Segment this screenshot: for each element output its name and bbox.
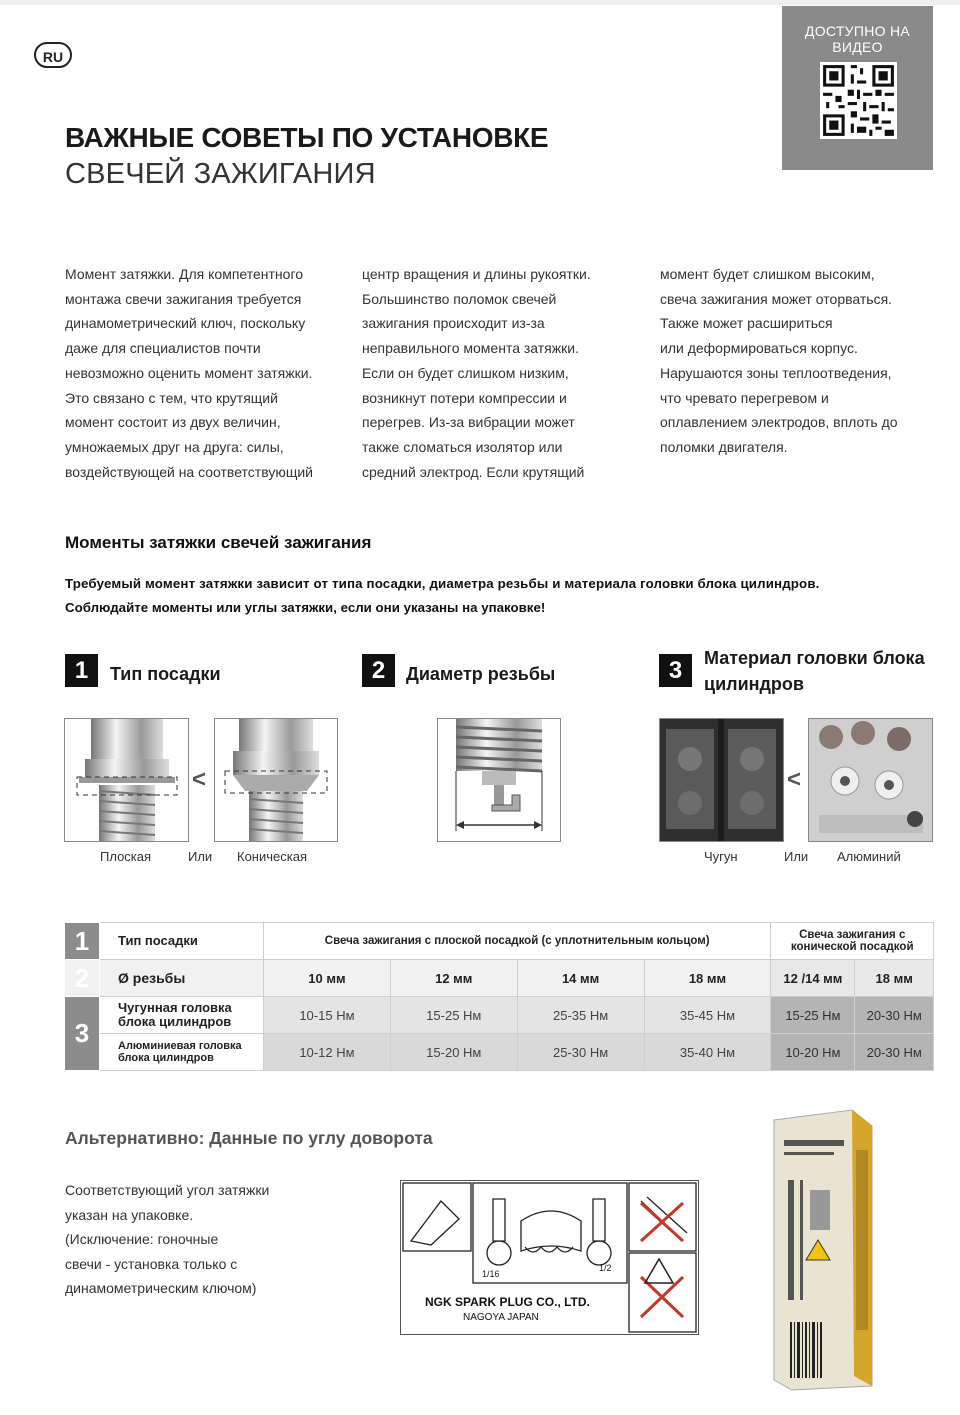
intro-column-2 bbox=[362, 262, 647, 484]
label-line: Чугунная головка bbox=[118, 1000, 232, 1015]
table-cell: 35-45 Нм bbox=[644, 997, 771, 1034]
text-line: или деформироваться корпус. bbox=[660, 340, 858, 357]
label-line: блока цилиндров bbox=[118, 1014, 232, 1029]
text-line: момент будет слишком высоким, bbox=[660, 266, 875, 282]
text-line: (Исключение: гоночные bbox=[65, 1231, 219, 1248]
text-line: свеча зажигания может оторваться. bbox=[660, 290, 893, 307]
text-line: возникнут потери компрессии и bbox=[362, 389, 567, 406]
text-line: неправильного момента затяжки. bbox=[362, 340, 579, 357]
language-badge: RU bbox=[34, 42, 72, 68]
torque-heading: Моменты затяжки свечей зажигания bbox=[65, 533, 372, 552]
step-label-seat-type: Тип посадки bbox=[110, 664, 221, 684]
page-subtitle: СВЕЧЕЙ ЗАЖИГАНИЯ bbox=[65, 158, 376, 190]
table-row-seat-type bbox=[65, 923, 934, 960]
table-row-number: 1 bbox=[65, 923, 100, 960]
step-label-head-material bbox=[704, 645, 925, 697]
table-cell: 10-15 Нм bbox=[264, 997, 391, 1034]
step-number-3: 3 bbox=[659, 654, 692, 687]
thread-diameter-image bbox=[437, 718, 561, 842]
conical-seat-plug-image bbox=[214, 718, 338, 842]
table-row-label: Тип посадки bbox=[100, 923, 264, 960]
video-label bbox=[782, 23, 933, 55]
intro-column-3 bbox=[660, 262, 945, 460]
table-cell: 20-30 Нм bbox=[855, 1034, 934, 1071]
text-line: что чревато перегревом и bbox=[660, 389, 829, 406]
text-line: Нарушаются зоны теплоотведения, bbox=[660, 364, 892, 381]
lead-line: Соблюдайте моменты или углы затяжки, если они указаны на упаковке! bbox=[65, 600, 546, 615]
qr-code-icon[interactable] bbox=[820, 62, 897, 139]
table-cell: 15-20 Нм bbox=[390, 1034, 517, 1071]
table-cell: 18 мм bbox=[644, 960, 771, 997]
text-line: невозможно оценить момент затяжки. bbox=[65, 364, 313, 381]
table-cell: 14 мм bbox=[517, 960, 644, 997]
spark-plug-box-icon bbox=[760, 1090, 900, 1395]
text-line: также сломаться изолятор или bbox=[362, 438, 563, 455]
text-line: Это связано с тем, что крутящий bbox=[65, 389, 278, 406]
header-line: конической посадкой bbox=[790, 941, 914, 953]
table-row-number: 2 bbox=[65, 960, 100, 997]
table-cell: 35-40 Нм bbox=[644, 1034, 771, 1071]
aluminium-head-image bbox=[808, 718, 933, 842]
table-cell: 15-25 Нм bbox=[390, 997, 517, 1034]
text-line: Большинство поломок свечей bbox=[362, 290, 557, 307]
page-title: ВАЖНЫЕ СОВЕТЫ ПО УСТАНОВКЕ bbox=[65, 122, 549, 153]
text-line: Момент затяжки. Для компетентного bbox=[65, 266, 304, 282]
table-row-cast-iron bbox=[65, 997, 934, 1034]
alternative-heading: Альтернативно: Данные по углу доворота bbox=[65, 1128, 433, 1148]
table-cell: 25-30 Нм bbox=[517, 1034, 644, 1071]
table-row-label bbox=[100, 1034, 264, 1071]
table-cell: 25-35 Нм bbox=[517, 997, 644, 1034]
spark-plug-flat-icon bbox=[65, 719, 188, 841]
text-line: динамометрическим ключом) bbox=[65, 1280, 257, 1297]
step-label-line: цилиндров bbox=[704, 674, 804, 694]
caption-conical: Коническая bbox=[237, 849, 307, 864]
table-cell: 10 мм bbox=[264, 960, 391, 997]
cast-iron-head-image bbox=[659, 718, 784, 842]
angle-label: 1/16 bbox=[482, 1269, 500, 1279]
table-row-label: Ø резьбы bbox=[100, 960, 264, 997]
text-line: указан на упаковке. bbox=[65, 1206, 194, 1223]
text-line: воздействующей на соответствующий bbox=[65, 463, 313, 480]
text-line: перегрев. Из-за вибрации может bbox=[362, 414, 575, 431]
text-line: динамометрический ключ, поскольку bbox=[65, 315, 306, 332]
table-cell: 10-12 Нм bbox=[264, 1034, 391, 1071]
torque-table bbox=[64, 922, 934, 1071]
step-number-2: 2 bbox=[362, 654, 395, 687]
less-than-sign: < bbox=[192, 766, 207, 793]
lead-line: Требуемый момент затяжки зависит от типа посадки, диаметра резьбы и материала головки блока цилиндров. bbox=[65, 576, 820, 591]
label-line: Алюминиевая головка bbox=[118, 1040, 242, 1052]
flat-seat-plug-image bbox=[64, 718, 189, 842]
spark-plug-conical-icon bbox=[215, 719, 337, 841]
table-cell: 12 мм bbox=[390, 960, 517, 997]
torque-lead bbox=[65, 572, 945, 620]
table-cell: 12 /14 мм bbox=[771, 960, 855, 997]
caption-aluminium: Алюминий bbox=[837, 849, 901, 864]
text-line: момент состоит из двух величин, bbox=[65, 414, 281, 431]
table-cell: 18 мм bbox=[855, 960, 934, 997]
table-cell: 20-30 Нм bbox=[855, 997, 934, 1034]
text-line: монтажа свечи зажигания требуется bbox=[65, 290, 302, 307]
text-line: Также может расшириться bbox=[660, 315, 833, 332]
caption-flat: Плоская bbox=[100, 849, 152, 864]
flat-seat-header: Свеча зажигания с плоской посадкой (с уплотнительным кольцом) bbox=[264, 923, 771, 960]
step-label-thread-diameter: Диаметр резьбы bbox=[406, 664, 556, 684]
tightening-angle-diagram bbox=[400, 1180, 699, 1335]
angle-label: 1/2 bbox=[599, 1263, 612, 1273]
text-line: Соответствующий угол затяжки bbox=[65, 1182, 270, 1198]
thread-diameter-icon bbox=[438, 719, 560, 841]
text-line: умножаемых друг на друга: силы, bbox=[65, 438, 284, 455]
table-row-diameter bbox=[65, 960, 934, 997]
video-label-line2: ВИДЕО bbox=[832, 39, 883, 55]
less-than-sign: < bbox=[787, 766, 802, 793]
brand-city: NAGOYA JAPAN bbox=[463, 1312, 539, 1323]
caption-or: Или bbox=[188, 849, 213, 864]
header-line: Свеча зажигания с bbox=[799, 929, 906, 941]
text-line: оплавлением электродов, вплоть до bbox=[660, 414, 898, 431]
text-line: свечи - установка только с bbox=[65, 1255, 238, 1272]
caption-or: Или bbox=[784, 849, 809, 864]
step-label-line: Материал головки блока bbox=[704, 648, 925, 668]
cast-iron-head-icon bbox=[660, 719, 783, 841]
caption-cast-iron: Чугун bbox=[704, 849, 738, 864]
text-line: поломки двигателя. bbox=[660, 438, 788, 455]
intro-column-1 bbox=[65, 262, 350, 484]
alternative-text bbox=[65, 1178, 365, 1301]
video-label-line1: ДОСТУПНО НА bbox=[804, 23, 911, 39]
brand-name: NGK SPARK PLUG CO., LTD. bbox=[425, 1295, 590, 1309]
top-rule bbox=[0, 0, 960, 5]
video-qr-box[interactable] bbox=[782, 6, 933, 170]
text-line: центр вращения и длины рукоятки. bbox=[362, 266, 591, 282]
table-row-aluminium bbox=[65, 1034, 934, 1071]
table-row-label bbox=[100, 997, 264, 1034]
aluminium-head-icon bbox=[809, 719, 932, 841]
text-line: зажигания происходит из-за bbox=[362, 315, 545, 332]
table-cell: 15-25 Нм bbox=[771, 997, 855, 1034]
conical-seat-header bbox=[771, 923, 934, 960]
text-line: даже для специалистов почти bbox=[65, 340, 261, 357]
installation-diagram-icon bbox=[401, 1181, 698, 1334]
spark-plug-box-image bbox=[760, 1090, 900, 1395]
table-cell: 10-20 Нм bbox=[771, 1034, 855, 1071]
text-line: Если он будет слишком низким, bbox=[362, 364, 569, 381]
label-line: блока цилиндров bbox=[118, 1052, 214, 1064]
text-line: средний электрод. Если крутящий bbox=[362, 463, 585, 480]
step-number-1: 1 bbox=[65, 654, 98, 687]
table-row-number: 3 bbox=[65, 997, 100, 1071]
